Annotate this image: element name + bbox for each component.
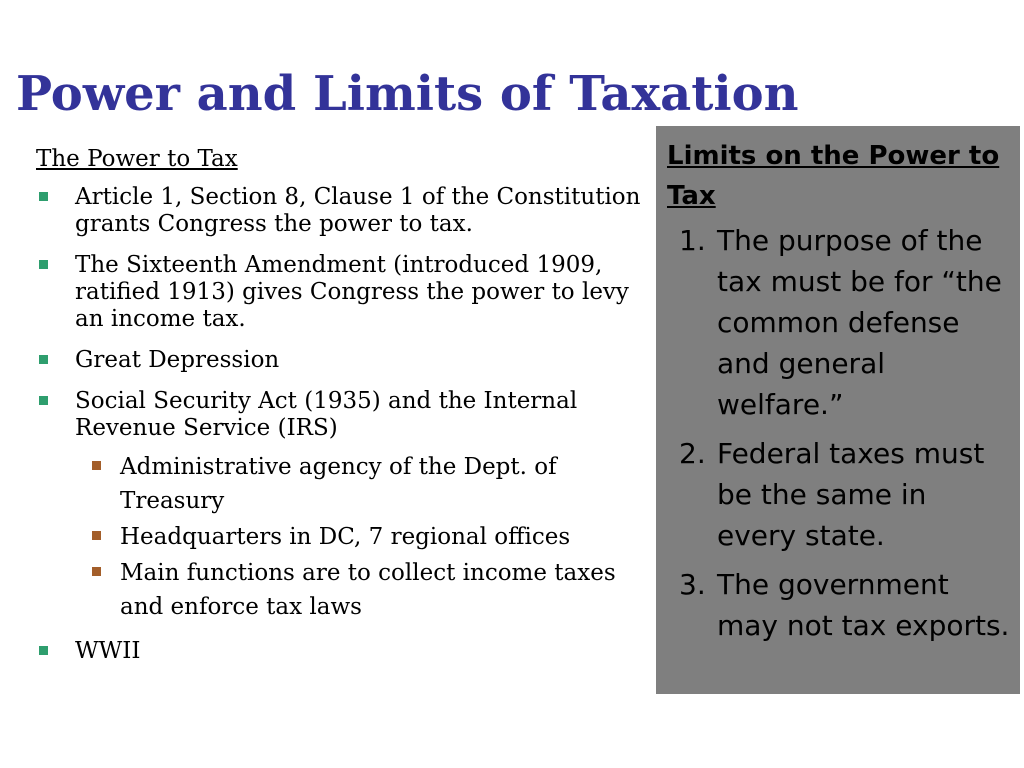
limit-number: 3. [679, 568, 706, 601]
subbullet-text: Main functions are to collect income taxes and enforce tax laws [120, 560, 616, 620]
limit-number: 1. [679, 224, 706, 257]
limit-text: The purpose of the tax must be for “the common defense and general welfare.” [717, 224, 1002, 421]
limit-item-common-defense [667, 220, 1012, 425]
bullet-article-1 [36, 184, 648, 238]
square-subbullet-icon [92, 461, 101, 470]
limit-text: The government may not tax exports. [717, 568, 1010, 642]
limit-item-no-export-tax [667, 564, 1012, 646]
square-bullet-icon [39, 396, 48, 405]
slide-title: Power and Limits of Taxation [16, 66, 799, 122]
limits-list [667, 220, 1012, 646]
power-to-tax-heading: The Power to Tax [36, 146, 238, 172]
limits-box [656, 126, 1020, 694]
subbullet-text: Administrative agency of the Dept. of Treasury [120, 454, 557, 514]
bullet-text: Article 1, Section 8, Clause 1 of the Constitution grants Congress the power to tax. [75, 184, 641, 237]
bullet-social-security-irs [36, 388, 648, 624]
square-subbullet-icon [92, 567, 101, 576]
subbullet-text: Headquarters in DC, 7 regional offices [120, 524, 571, 550]
subbullet-administrative-agency [75, 450, 648, 518]
bullet-text: WWII [75, 638, 141, 664]
square-bullet-icon [39, 260, 48, 269]
power-to-tax-section [36, 144, 648, 679]
subbullet-headquarters [75, 520, 648, 554]
square-bullet-icon [39, 646, 48, 655]
limit-item-uniform-taxes [667, 433, 1012, 556]
limits-heading: Limits on the Power to Tax [667, 141, 1000, 211]
bullet-text: Social Security Act (1935) and the Internal Revenue Service (IRS) [75, 388, 578, 441]
irs-subbullet-list [75, 450, 648, 624]
power-bullet-list [36, 184, 648, 665]
square-bullet-icon [39, 355, 48, 364]
bullet-great-depression [36, 347, 648, 374]
subbullet-main-functions [75, 556, 648, 624]
square-subbullet-icon [92, 531, 101, 540]
bullet-wwii [36, 638, 648, 665]
square-bullet-icon [39, 192, 48, 201]
bullet-text: The Sixteenth Amendment (introduced 1909, ratified 1913) gives Congress the power to levy an income tax. [75, 252, 629, 332]
limit-number: 2. [679, 437, 706, 470]
limit-text: Federal taxes must be the same in every state. [717, 437, 985, 552]
bullet-text: Great Depression [75, 347, 280, 373]
bullet-sixteenth-amendment [36, 252, 648, 333]
